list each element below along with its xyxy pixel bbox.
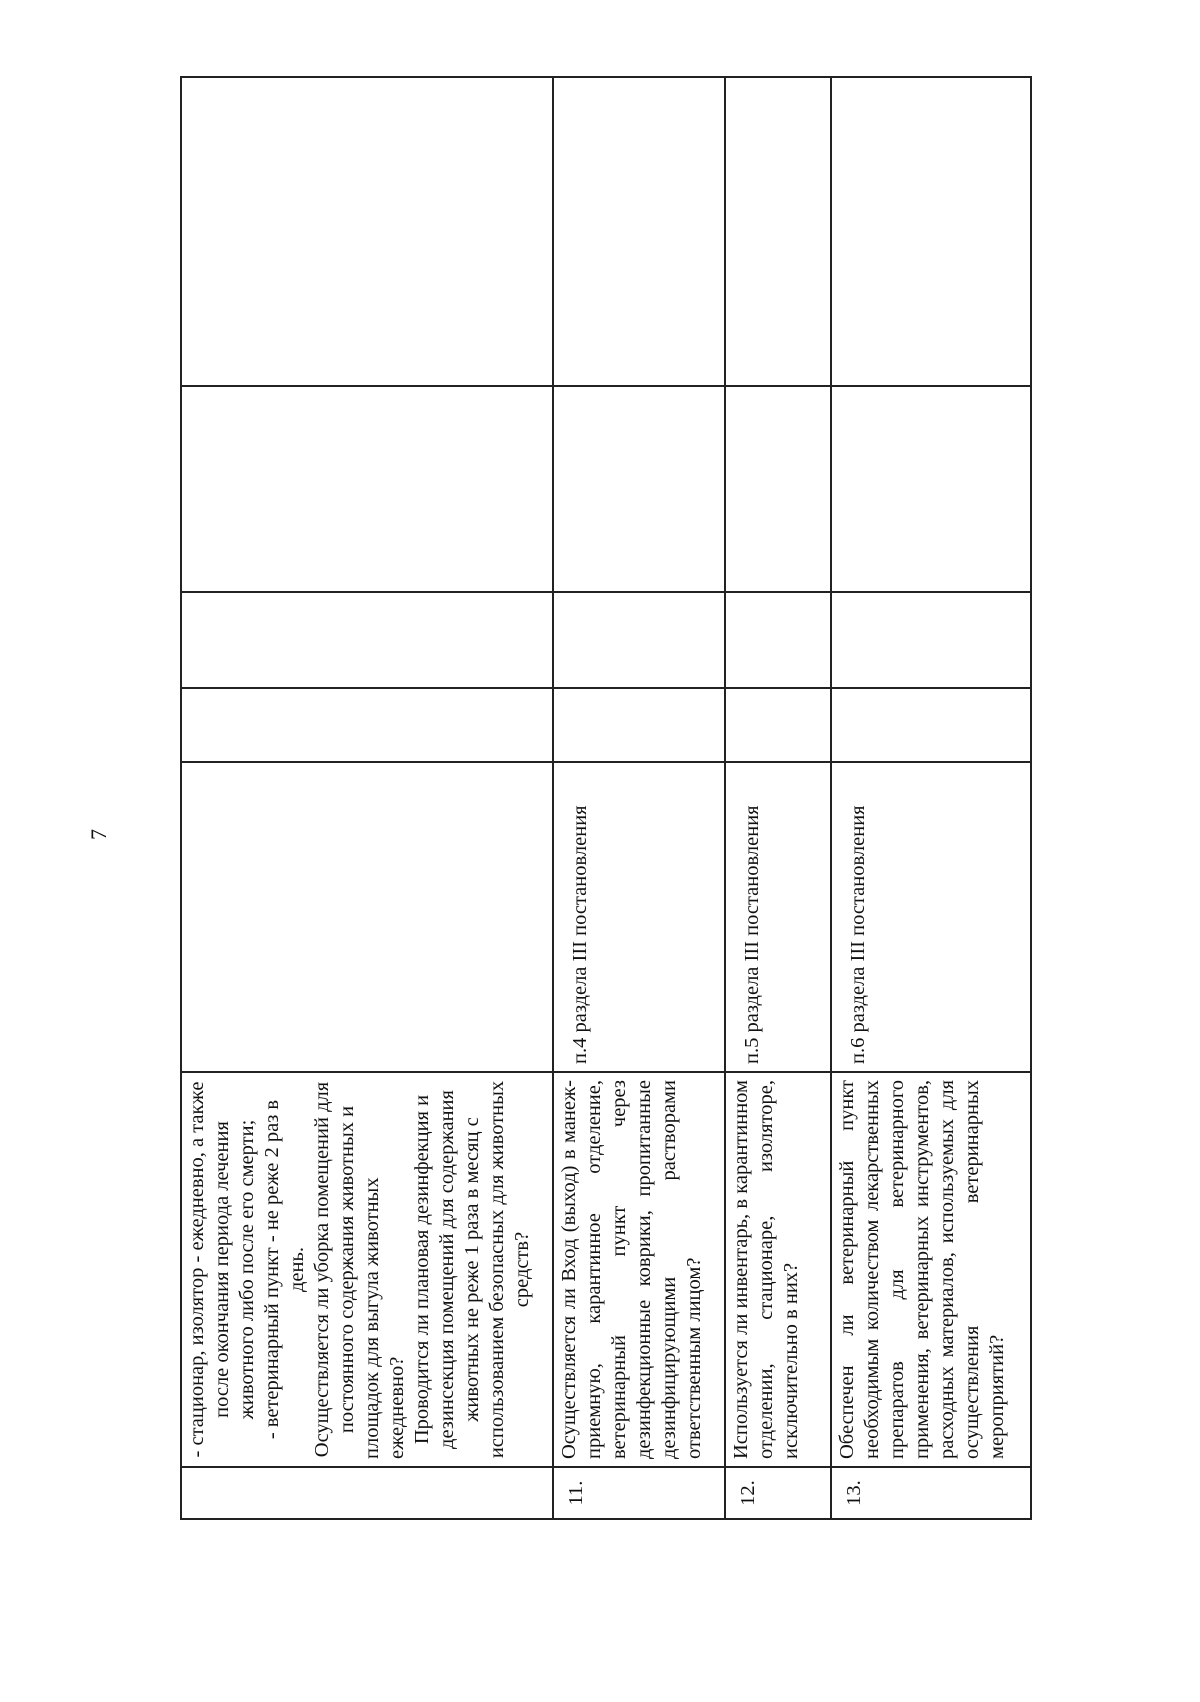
continuation-line: животных не реже 1 раза в месяц с xyxy=(461,1117,483,1422)
question-cell: Используется ли инвентарь, в карантинном отделении, стационаре, изоляторе, исключительно в них? xyxy=(725,1072,831,1467)
reference-cell: п.4 раздела III постановления xyxy=(553,762,725,1072)
continuation-line: площадок для выгула животных ежедневно? xyxy=(361,1177,408,1459)
notes-cell xyxy=(831,77,1031,386)
notes-cell xyxy=(181,77,553,386)
checklist-table xyxy=(180,76,1032,1520)
answer-na-cell xyxy=(553,386,725,592)
question-cell: Обеспечен ли ветеринарный пункт необходимым количеством лекарственных препаратов для ветеринарного применения, ветеринарных инструментов, расходных материалов, используемых для осуществления ветеринарных мероприятий? xyxy=(831,1072,1031,1467)
reference-cell: п.6 раздела III постановления xyxy=(831,762,1031,1072)
answer-yes-cell xyxy=(181,688,553,762)
continuation-line: после окончания периода лечения xyxy=(211,1121,233,1418)
table-row-continuation xyxy=(181,77,553,1519)
answer-yes-cell xyxy=(553,688,725,762)
question-cell-continuation xyxy=(181,1072,553,1467)
continuation-line: Осуществляется ли уборка помещений для xyxy=(311,1081,333,1458)
page-number: 7 xyxy=(86,829,111,840)
answer-no-cell xyxy=(181,592,553,688)
reference-cell xyxy=(181,762,553,1072)
rotated-table-wrapper xyxy=(180,78,1030,1520)
continuation-line: использованием безопасных для животных xyxy=(486,1080,508,1459)
continuation-line: животного либо после его смерти; xyxy=(236,1119,258,1420)
continuation-line: Проводится ли плановая дезинфекция и xyxy=(411,1094,433,1445)
answer-na-cell xyxy=(181,386,553,592)
answer-na-cell xyxy=(725,386,831,592)
table-row xyxy=(553,77,725,1519)
number-cell: 11. xyxy=(553,1467,725,1519)
answer-yes-cell xyxy=(831,688,1031,762)
continuation-line: средств? xyxy=(511,1231,533,1308)
answer-no-cell xyxy=(831,592,1031,688)
notes-cell xyxy=(725,77,831,386)
number-cell: 13. xyxy=(831,1467,1031,1519)
notes-cell xyxy=(553,77,725,386)
continuation-line: дезинсекция помещений для содержания xyxy=(436,1090,458,1449)
continuation-line: - стационар, изолятор - ежедневно, а также xyxy=(186,1081,208,1458)
answer-no-cell xyxy=(553,592,725,688)
question-cell: Осуществляется ли Вход (выход) в манеж-приемную, карантинное отделение, ветеринарный пункт через дезинфекционные коврики, пропитанные дезинфицирующими растворами ответственным лицом? xyxy=(553,1072,725,1467)
table-row xyxy=(725,77,831,1519)
reference-cell: п.5 раздела III постановления xyxy=(725,762,831,1072)
answer-yes-cell xyxy=(725,688,831,762)
number-cell xyxy=(181,1467,553,1519)
table-row xyxy=(831,77,1031,1519)
answer-no-cell xyxy=(725,592,831,688)
answer-na-cell xyxy=(831,386,1031,592)
number-cell: 12. xyxy=(725,1467,831,1519)
continuation-line: - ветеринарный пункт - не реже 2 раз в день. xyxy=(261,1099,308,1440)
continuation-line: постоянного содержания животных и xyxy=(336,1105,358,1434)
